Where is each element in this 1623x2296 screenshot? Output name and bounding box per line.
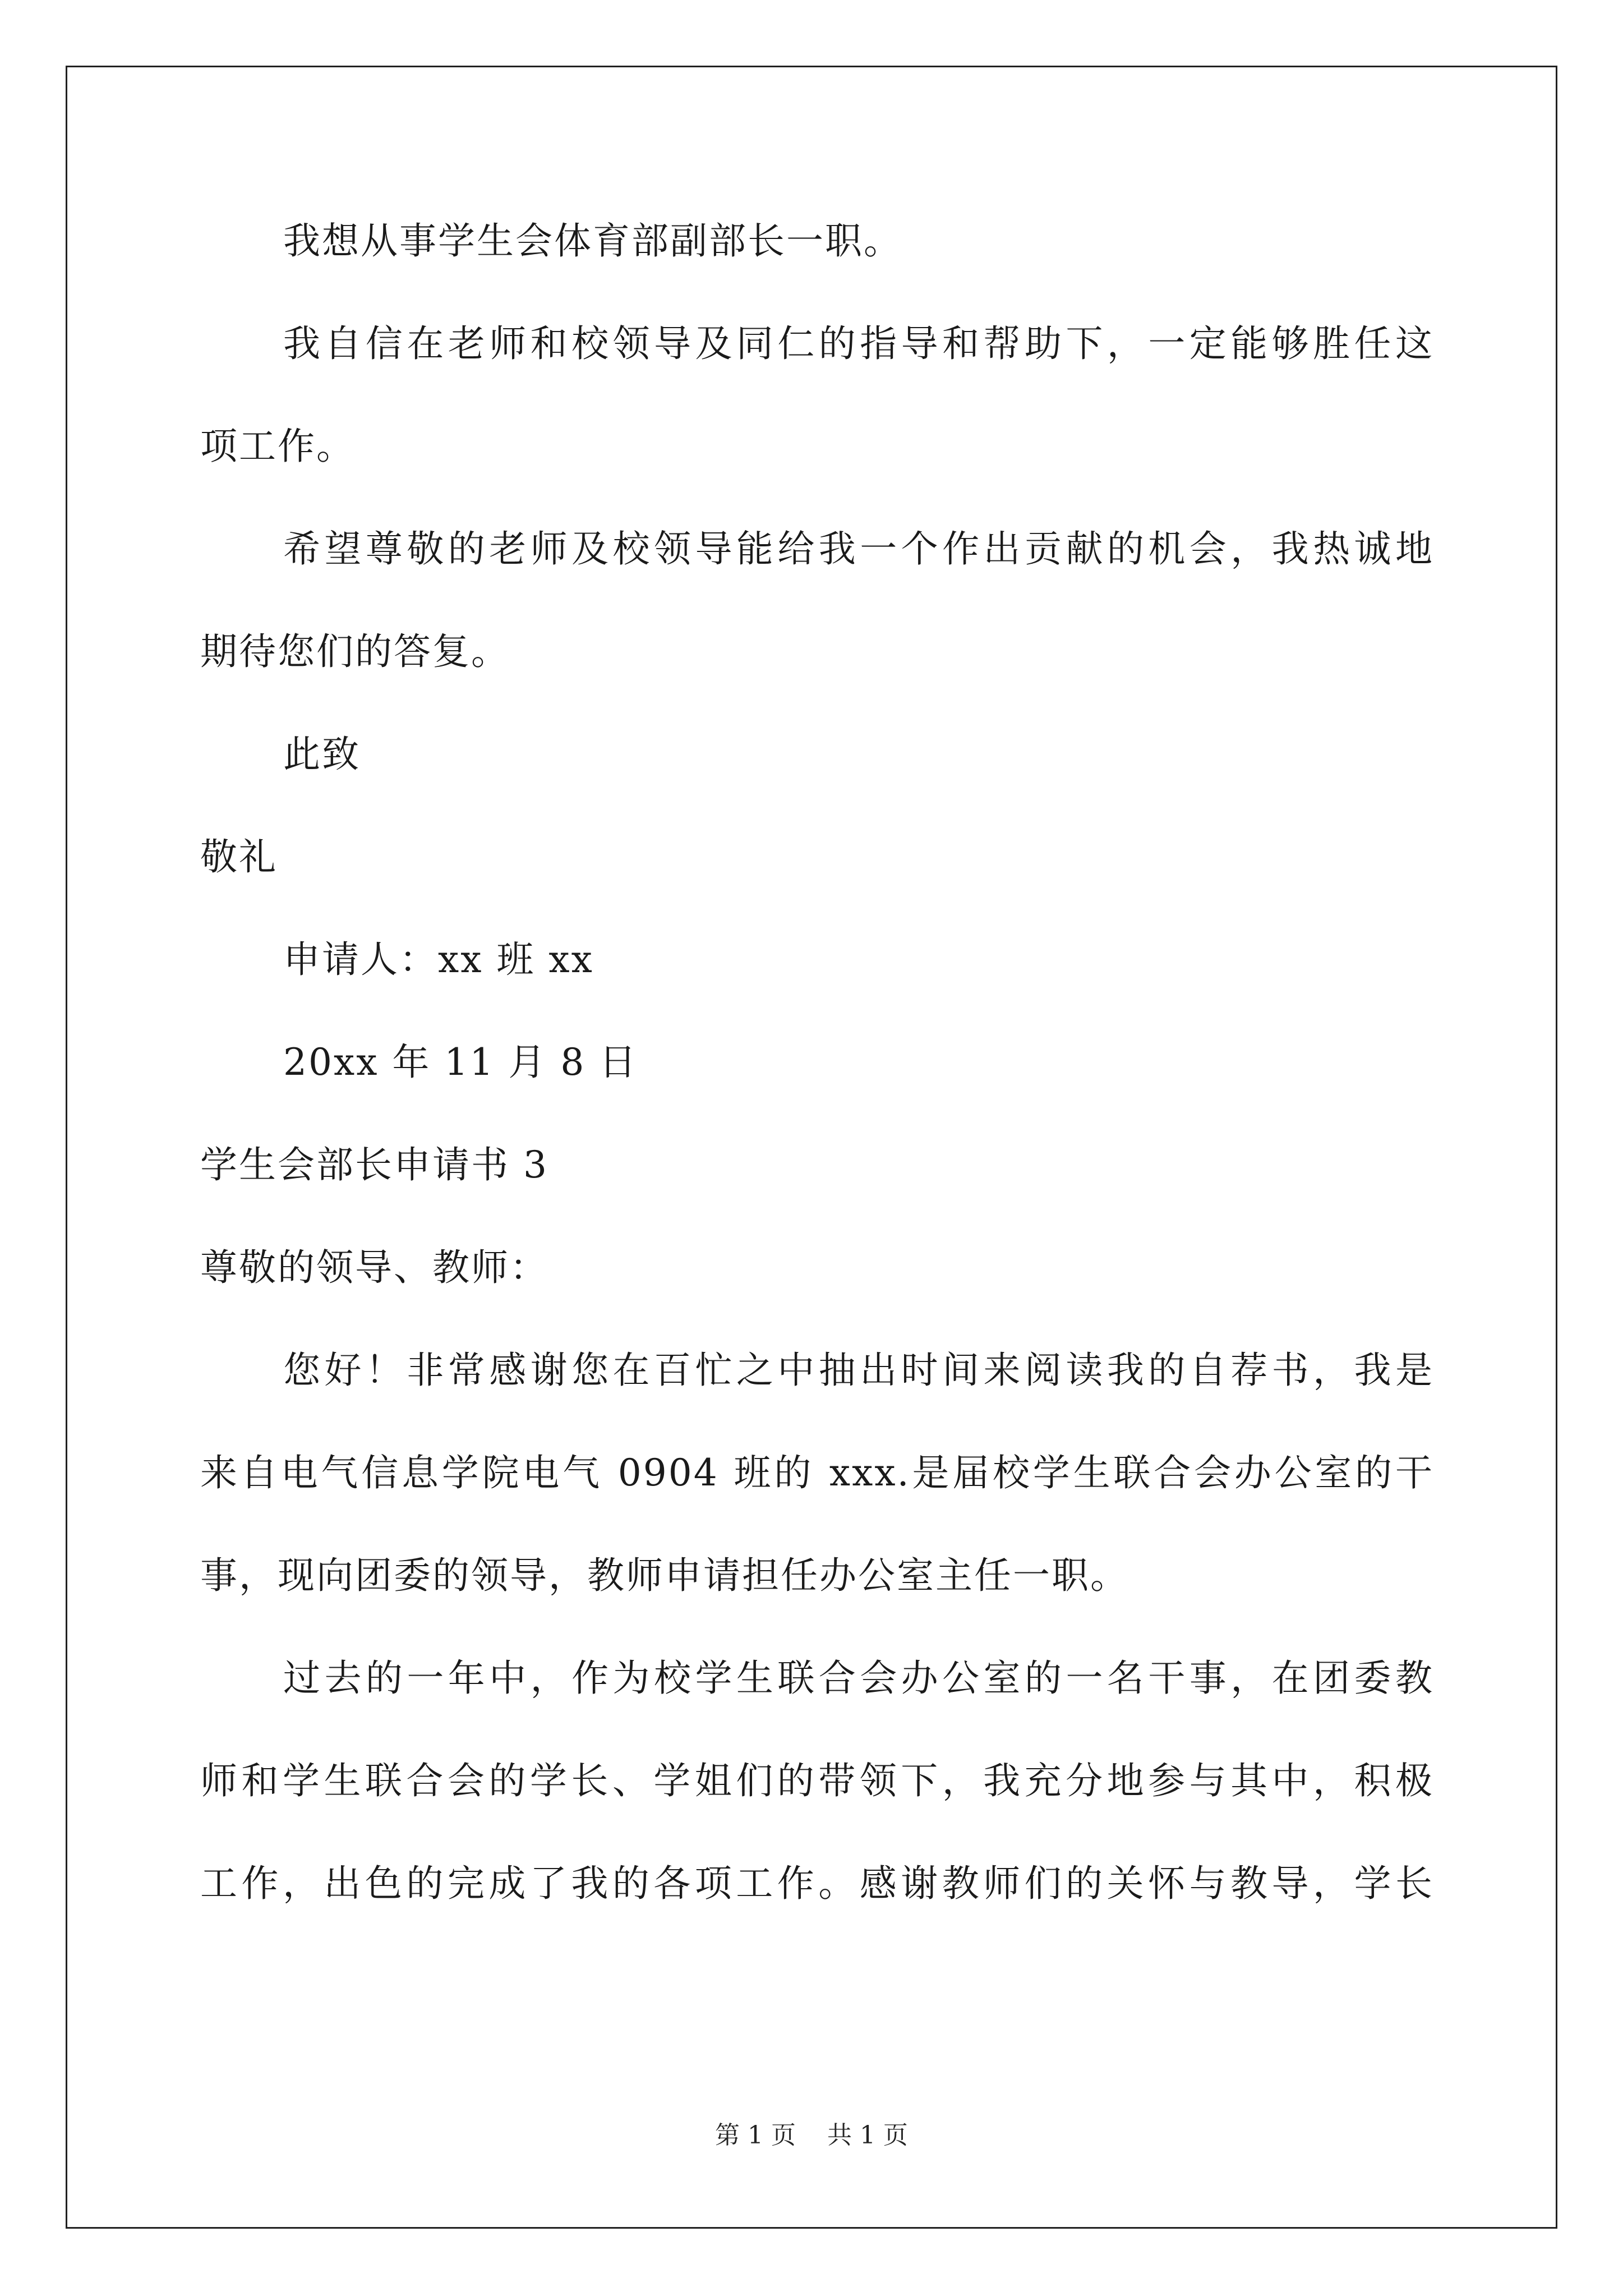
- page-number-footer: 第 1 页 共 1 页: [715, 2121, 908, 2150]
- applicant-line: 申请人：xx 班 xx: [283, 938, 594, 981]
- paragraph-line: 期待您们的答复。: [200, 630, 510, 673]
- section-title: 学生会部长申请书 3: [200, 1143, 548, 1186]
- paragraph-line: 我想从事学生会体育部副部长一职。: [283, 219, 902, 263]
- paragraph-line: 师和学生联合会的学长、学姐们的带领下，我充分地参与其中，积极: [200, 1759, 1434, 1802]
- greeting-line: 尊敬的领导、教师：: [200, 1246, 548, 1289]
- paragraph-line: 希望尊敬的老师及校领导能给我一个作出贡献的机会，我热诚地: [283, 527, 1434, 570]
- paragraph-line: 过去的一年中，作为校学生联合会办公室的一名干事，在团委教: [283, 1657, 1434, 1700]
- paragraph-line: 事，现向团委的领导，教师申请担任办公室主任一职。: [200, 1554, 1129, 1597]
- salutation: 敬礼: [200, 835, 278, 878]
- paragraph-line: 您好！非常感谢您在百忙之中抽出时间来阅读我的自荐书，我是: [283, 1349, 1434, 1392]
- paragraph-line: 工作，出色的完成了我的各项工作。感谢教师们的关怀与教导，学长: [200, 1862, 1434, 1905]
- paragraph-line: 我自信在老师和校领导及同仁的指导和帮助下，一定能够胜任这: [283, 322, 1434, 365]
- paragraph-line: 来自电气信息学院电气 0904 班的 xxx.是届校学生联合会办公室的干: [200, 1451, 1434, 1494]
- date-line: 20xx 年 11 月 8 日: [283, 1041, 638, 1084]
- closing-phrase: 此致: [283, 733, 361, 776]
- paragraph-line: 项工作。: [200, 425, 355, 468]
